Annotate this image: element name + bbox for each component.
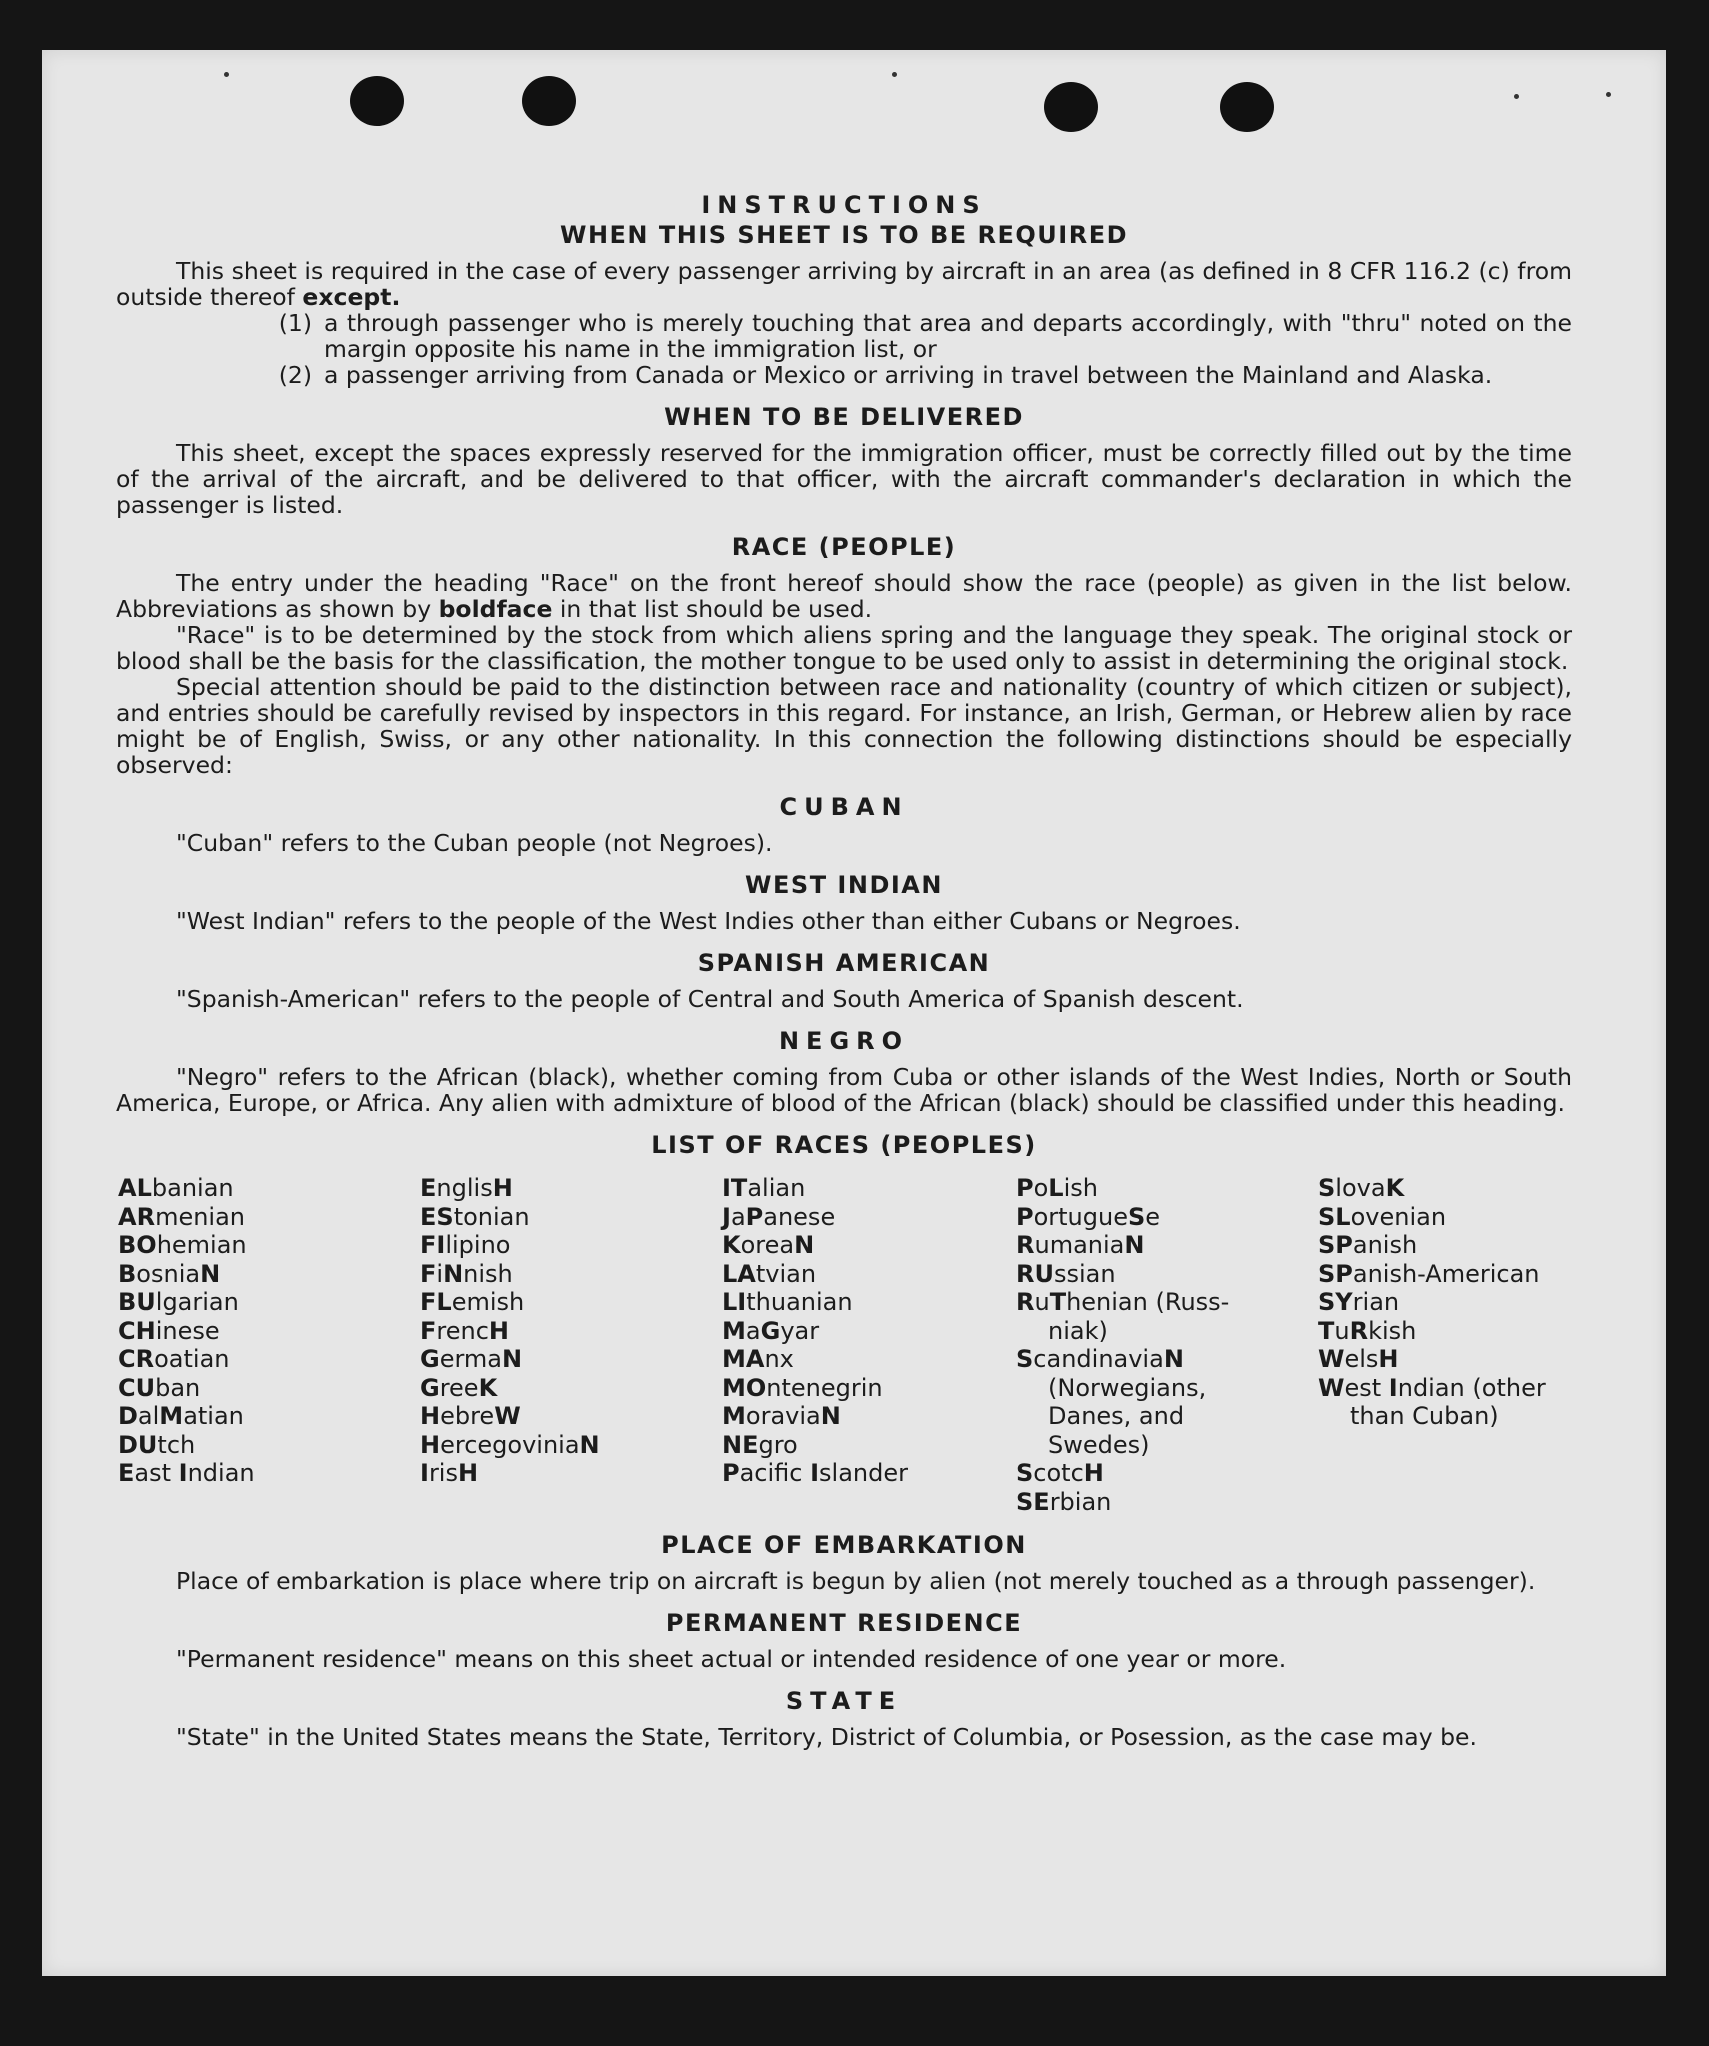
- race-entry: TuRkish: [1318, 1316, 1417, 1345]
- residence-text: "Permanent residence" means on this sheet actual or intended residence of one year or more.: [176, 1645, 1287, 1673]
- section-title-embarkation: PLACE OF EMBARKATION: [661, 1531, 1027, 1559]
- section-title-when-required: WHEN THIS SHEET IS TO BE REQUIRED: [559, 221, 1129, 249]
- race-entry: BUlgarian: [118, 1288, 239, 1316]
- race-entry: FLemish: [420, 1288, 525, 1316]
- punch-hole: [1220, 82, 1274, 132]
- negro-text: "Negro" refers to the African (black), whether coming from Cuba or other islands of the West Indies, North or South America, Europe, or Africa. Any alien with admixture of blood of the African (black) should be classified under this heading.: [116, 1063, 1572, 1117]
- race-entry: than Cuban): [1350, 1402, 1499, 1430]
- race-column: [722, 1174, 1016, 1516]
- race-entry: East Indian: [118, 1459, 255, 1487]
- race-column: [118, 1174, 420, 1516]
- punch-hole: [522, 76, 576, 126]
- race-entry: ScandinaviaN: [1016, 1345, 1184, 1373]
- section-title-list-of-races: LIST OF RACES (PEOPLES): [651, 1131, 1037, 1159]
- race-entry: MAnx: [722, 1345, 794, 1373]
- race-entry: HebreW: [420, 1402, 521, 1430]
- punch-hole: [1044, 82, 1098, 132]
- race-entry: Danes, and: [1048, 1402, 1185, 1430]
- embarkation-text: Place of embarkation is place where trip on aircraft is begun by alien (not merely touched as a through passenger).: [176, 1567, 1536, 1595]
- race-entry: RuThenian (Russ-: [1016, 1288, 1230, 1316]
- race-entry: SYrian: [1318, 1288, 1400, 1316]
- race-entry: HercegoviniaN: [420, 1430, 600, 1459]
- race-column: [420, 1174, 722, 1516]
- race-column: [1318, 1174, 1578, 1516]
- race-entry: BosniaN: [118, 1259, 221, 1288]
- dust-speck: [1606, 92, 1611, 97]
- race-entry: niak): [1048, 1316, 1108, 1345]
- race-entry: FIlipino: [420, 1231, 511, 1259]
- cuban-text: "Cuban" refers to the Cuban people (not Negroes).: [176, 829, 773, 857]
- spanish-american-text: "Spanish-American" refers to the people of Central and South America of Spanish descent.: [176, 985, 1244, 1013]
- race-entry: SPanish: [1318, 1231, 1418, 1259]
- race-entry: GreeK: [420, 1373, 498, 1402]
- race-entry: CHinese: [118, 1316, 220, 1345]
- race-entry: PortugueSe: [1016, 1202, 1161, 1231]
- race-entry: MaGyar: [722, 1316, 820, 1345]
- race-entry: Swedes): [1048, 1430, 1150, 1459]
- race-entry: EnglisH: [420, 1174, 513, 1202]
- race-entry: (Norwegians,: [1048, 1373, 1207, 1402]
- race-entry: MOntenegrin: [722, 1373, 883, 1402]
- section-title-cuban: CUBAN: [779, 793, 909, 821]
- race-entry: GermaN: [420, 1345, 523, 1373]
- dust-speck: [1514, 94, 1519, 99]
- race-paragraph-1: The entry under the heading "Race" on the front hereof should show the race (people) as given in the list below. Abbreviations as shown by boldface in that list should be used.: [116, 569, 1572, 623]
- race-entry: SLovenian: [1318, 1202, 1447, 1231]
- race-entry: DUtch: [118, 1430, 196, 1459]
- section-title-race: RACE (PEOPLE): [731, 533, 957, 561]
- dust-speck: [892, 72, 897, 77]
- race-entry: WelsH: [1318, 1345, 1399, 1373]
- race-entry: KoreaN: [722, 1231, 815, 1259]
- dust-speck: [224, 72, 229, 77]
- race-entry: BOhemian: [118, 1231, 247, 1259]
- west-indian-text: "West Indian" refers to the people of the West Indies other than either Cubans or Negroes.: [176, 907, 1241, 935]
- when-required-intro: This sheet is required in the case of every passenger arriving by aircraft in an area (as defined in 8 CFR 116.2 (c) from outside thereof except.: [116, 257, 1572, 311]
- exception-item-1: (1) a through passenger who is merely touching that area and departs accordingly, with "thru" noted on the margin opposite his name in the immigration list, or: [278, 309, 1572, 363]
- race-entry: MoraviaN: [722, 1402, 841, 1430]
- when-delivered-text: This sheet, except the spaces expressly reserved for the immigration officer, must be correctly filled out by the time of the arrival of the aircraft, and be delivered to that officer, with the aircraft commander's declaration in which the passenger is listed.: [116, 439, 1572, 519]
- race-entry: PoLish: [1016, 1174, 1098, 1202]
- race-entry: Pacific Islander: [722, 1459, 909, 1487]
- race-entry: FiNnish: [420, 1259, 513, 1288]
- race-entry: FrencH: [420, 1316, 510, 1345]
- race-entry: DalMatian: [118, 1402, 244, 1430]
- race-column: [1016, 1174, 1318, 1516]
- section-title-when-delivered: WHEN TO BE DELIVERED: [664, 403, 1024, 431]
- race-paragraph-2: "Race" is to be determined by the stock from which aliens spring and the language they speak. The original stock or blood shall be the basis for the classification, the mother tongue to be used only to assist in determining the original stock.: [116, 621, 1572, 675]
- section-title-residence: PERMANENT RESIDENCE: [665, 1609, 1023, 1637]
- race-entry: SlovaK: [1318, 1174, 1405, 1202]
- main-heading: INSTRUCTIONS: [701, 191, 987, 219]
- race-entry: EStonian: [420, 1202, 530, 1231]
- instructions-content: [116, 190, 1572, 1750]
- exception-item-2: (2) a passenger arriving from Canada or Mexico or arriving in travel between the Mainland and Alaska.: [278, 361, 1493, 389]
- race-entry: West Indian (other: [1318, 1373, 1546, 1402]
- race-entry: IrisH: [420, 1459, 479, 1487]
- race-entry: LAtvian: [722, 1259, 817, 1288]
- race-entry: CUban: [118, 1373, 201, 1402]
- race-entry: SErbian: [1016, 1487, 1112, 1516]
- race-entry: NEgro: [722, 1430, 798, 1459]
- document-sheet: [42, 50, 1666, 1976]
- section-title-spanish-american: SPANISH AMERICAN: [697, 949, 991, 977]
- section-title-state: STATE: [785, 1687, 903, 1715]
- punch-hole: [350, 76, 404, 126]
- race-entry: JaPanese: [722, 1202, 836, 1231]
- race-entry: ALbanian: [118, 1174, 234, 1202]
- race-entry: ScotcH: [1016, 1459, 1104, 1487]
- race-entry: RUssian: [1016, 1259, 1116, 1288]
- race-entry: ITalian: [722, 1174, 806, 1202]
- race-entry: RumaniaN: [1016, 1231, 1145, 1259]
- race-paragraph-3: Special attention should be paid to the distinction between race and nationality (country of which citizen or subject), and entries should be carefully revised by inspectors in this regard. For instance, an Irish, German, or Hebrew alien by race might be of English, Swiss, or any other nationality. In this connection the following distinctions should be especially observed:: [116, 673, 1572, 779]
- race-entry: SPanish-American: [1318, 1259, 1540, 1288]
- state-text: "State" in the United States means the State, Territory, District of Columbia, or Posession, as the case may be.: [176, 1723, 1477, 1751]
- races-list: [116, 1174, 1572, 1516]
- section-title-negro: NEGRO: [778, 1027, 910, 1055]
- race-entry: CRoatian: [118, 1345, 230, 1373]
- section-title-west-indian: WEST INDIAN: [745, 871, 943, 899]
- race-entry: ARmenian: [118, 1202, 246, 1231]
- race-entry: LIthuanian: [722, 1288, 853, 1316]
